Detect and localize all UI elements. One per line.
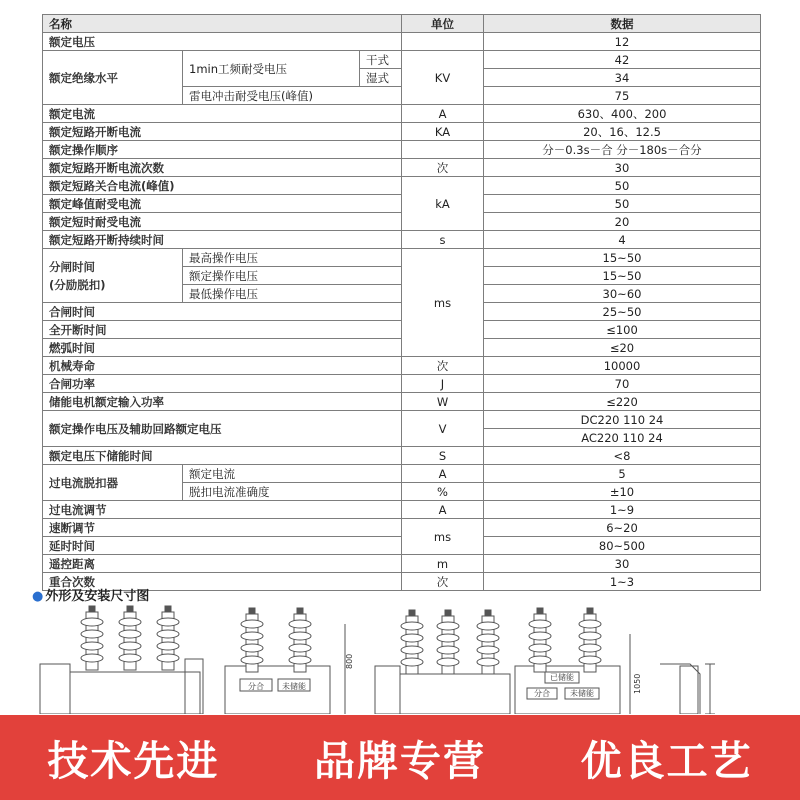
row-value: 630、400、200 bbox=[484, 105, 761, 123]
row-value: ≤100 bbox=[484, 321, 761, 339]
side-view-drawing-1 bbox=[225, 608, 345, 714]
drawing-section-title-text: 外形及安装尺寸图 bbox=[45, 589, 150, 604]
table-row bbox=[43, 519, 761, 537]
row-unit: kA bbox=[402, 177, 484, 231]
row-value: 15~50 bbox=[484, 267, 761, 285]
row-name-line1: 分闸时间 bbox=[49, 259, 95, 274]
row-sub: 雷电冲击耐受电压(峰值) bbox=[183, 87, 402, 105]
row-name: 延时时间 bbox=[43, 537, 402, 555]
row-sub: 1min工频耐受电压 bbox=[183, 51, 360, 87]
row-unit bbox=[402, 141, 484, 159]
slogan-banner bbox=[0, 715, 800, 800]
header-name: 名称 bbox=[43, 15, 402, 33]
side-view-drawing-2 bbox=[515, 608, 630, 714]
row-unit: A bbox=[402, 465, 484, 483]
row-unit: V bbox=[402, 411, 484, 447]
table-row bbox=[43, 501, 761, 519]
row-sub2: 湿式 bbox=[360, 69, 402, 87]
header-value: 数据 bbox=[484, 15, 761, 33]
dimension-drawings bbox=[0, 604, 800, 714]
bullet-icon: ● bbox=[32, 589, 44, 604]
table-row bbox=[43, 231, 761, 249]
table-row bbox=[43, 357, 761, 375]
table-row bbox=[43, 249, 761, 267]
row-name bbox=[43, 249, 183, 303]
row-name: 额定短路开断电流 bbox=[43, 123, 402, 141]
row-value: DC220 110 24 bbox=[484, 411, 761, 429]
row-value: 25~50 bbox=[484, 303, 761, 321]
bracket-drawing bbox=[660, 664, 715, 714]
row-name: 过电流脱扣器 bbox=[43, 465, 183, 501]
slogan-brand: 品牌专营 bbox=[313, 737, 486, 785]
row-name: 遥控距离 bbox=[43, 555, 402, 573]
row-unit bbox=[402, 33, 484, 51]
table-row bbox=[43, 141, 761, 159]
row-name: 储能电机额定输入功率 bbox=[43, 393, 402, 411]
table-row bbox=[43, 573, 761, 591]
slogan-craft: 优良工艺 bbox=[580, 737, 753, 785]
row-name: 额定电压下储能时间 bbox=[43, 447, 402, 465]
row-name: 额定操作电压及辅助回路额定电压 bbox=[43, 411, 402, 447]
table-row bbox=[43, 123, 761, 141]
row-value: 50 bbox=[484, 177, 761, 195]
row-value: ≤220 bbox=[484, 393, 761, 411]
row-name: 合闸功率 bbox=[43, 375, 402, 393]
table-row bbox=[43, 393, 761, 411]
panel1-label-b: 未储能 bbox=[282, 682, 306, 691]
panel1-dimension: 800 bbox=[345, 653, 354, 669]
row-value: 4 bbox=[484, 231, 761, 249]
row-value: 15~50 bbox=[484, 249, 761, 267]
row-sub: 最高操作电压 bbox=[183, 249, 402, 267]
row-sub: 脱扣电流准确度 bbox=[183, 483, 402, 501]
table-row bbox=[43, 159, 761, 177]
row-value: <8 bbox=[484, 447, 761, 465]
drawing-section-title bbox=[32, 585, 149, 604]
table-row bbox=[43, 177, 761, 195]
panel1-label-a: 分合 bbox=[248, 682, 264, 691]
row-name: 全开断时间 bbox=[43, 321, 402, 339]
row-name: 重合次数 bbox=[43, 573, 402, 591]
row-unit: S bbox=[402, 447, 484, 465]
row-name: 额定短路开断持续时间 bbox=[43, 231, 402, 249]
row-name: 额定操作顺序 bbox=[43, 141, 402, 159]
row-value: 75 bbox=[484, 87, 761, 105]
row-value: 5 bbox=[484, 465, 761, 483]
row-name: 额定短时耐受电流 bbox=[43, 213, 402, 231]
table-row bbox=[43, 465, 761, 483]
row-unit: W bbox=[402, 393, 484, 411]
row-name: 机械寿命 bbox=[43, 357, 402, 375]
row-value: 1~9 bbox=[484, 501, 761, 519]
row-name: 额定电流 bbox=[43, 105, 402, 123]
row-name: 额定绝缘水平 bbox=[43, 51, 183, 105]
panel2-dimension: 1050 bbox=[633, 673, 642, 694]
row-unit: J bbox=[402, 375, 484, 393]
row-value: 30 bbox=[484, 555, 761, 573]
table-row bbox=[43, 33, 761, 51]
row-sub: 额定操作电压 bbox=[183, 267, 402, 285]
row-value: 34 bbox=[484, 69, 761, 87]
row-name-line2: (分励脱扣) bbox=[49, 277, 106, 292]
row-sub: 额定电流 bbox=[183, 465, 402, 483]
row-value: 10000 bbox=[484, 357, 761, 375]
row-sub: 最低操作电压 bbox=[183, 285, 402, 303]
front-view-drawing-1 bbox=[40, 606, 203, 714]
row-unit: KA bbox=[402, 123, 484, 141]
row-unit: s bbox=[402, 231, 484, 249]
row-unit: 次 bbox=[402, 159, 484, 177]
table-row bbox=[43, 411, 761, 429]
row-value: 80~500 bbox=[484, 537, 761, 555]
row-unit: 次 bbox=[402, 357, 484, 375]
table-row bbox=[43, 105, 761, 123]
row-unit: % bbox=[402, 483, 484, 501]
slogan-technology: 技术先进 bbox=[47, 737, 220, 785]
row-value: AC220 110 24 bbox=[484, 429, 761, 447]
row-value: 1~3 bbox=[484, 573, 761, 591]
row-name: 过电流调节 bbox=[43, 501, 402, 519]
row-value: 30 bbox=[484, 159, 761, 177]
row-unit: ms bbox=[402, 249, 484, 357]
panel2-label-c: 未储能 bbox=[570, 689, 594, 698]
row-name: 额定短路开断电流次数 bbox=[43, 159, 402, 177]
row-value: 42 bbox=[484, 51, 761, 69]
row-value: 分－0.3s－合 分－180s－合分 bbox=[484, 141, 761, 159]
spec-table bbox=[42, 14, 761, 591]
table-row bbox=[43, 51, 761, 69]
row-name: 燃弧时间 bbox=[43, 339, 402, 357]
row-unit: 次 bbox=[402, 573, 484, 591]
row-name: 额定电压 bbox=[43, 33, 402, 51]
row-unit: m bbox=[402, 555, 484, 573]
row-name: 合闸时间 bbox=[43, 303, 402, 321]
row-name: 额定短路关合电流(峰值) bbox=[43, 177, 402, 195]
row-unit: A bbox=[402, 501, 484, 519]
row-value: 6~20 bbox=[484, 519, 761, 537]
row-value: 30~60 bbox=[484, 285, 761, 303]
row-value: 20、16、12.5 bbox=[484, 123, 761, 141]
row-value: ≤20 bbox=[484, 339, 761, 357]
row-name: 速断调节 bbox=[43, 519, 402, 537]
row-sub2: 干式 bbox=[360, 51, 402, 69]
panel2-label-a: 已储能 bbox=[550, 673, 574, 682]
row-unit: KV bbox=[402, 51, 484, 105]
front-view-drawing-2 bbox=[375, 610, 510, 714]
row-value: 70 bbox=[484, 375, 761, 393]
header-unit: 单位 bbox=[402, 15, 484, 33]
table-row bbox=[43, 375, 761, 393]
table-row bbox=[43, 447, 761, 465]
panel2-label-b: 分合 bbox=[534, 689, 550, 698]
row-name: 额定峰值耐受电流 bbox=[43, 195, 402, 213]
row-value: 20 bbox=[484, 213, 761, 231]
row-value: ±10 bbox=[484, 483, 761, 501]
table-row bbox=[43, 555, 761, 573]
row-value: 12 bbox=[484, 33, 761, 51]
row-unit: A bbox=[402, 105, 484, 123]
row-unit: ms bbox=[402, 519, 484, 555]
row-value: 50 bbox=[484, 195, 761, 213]
table-header-row bbox=[43, 15, 761, 33]
